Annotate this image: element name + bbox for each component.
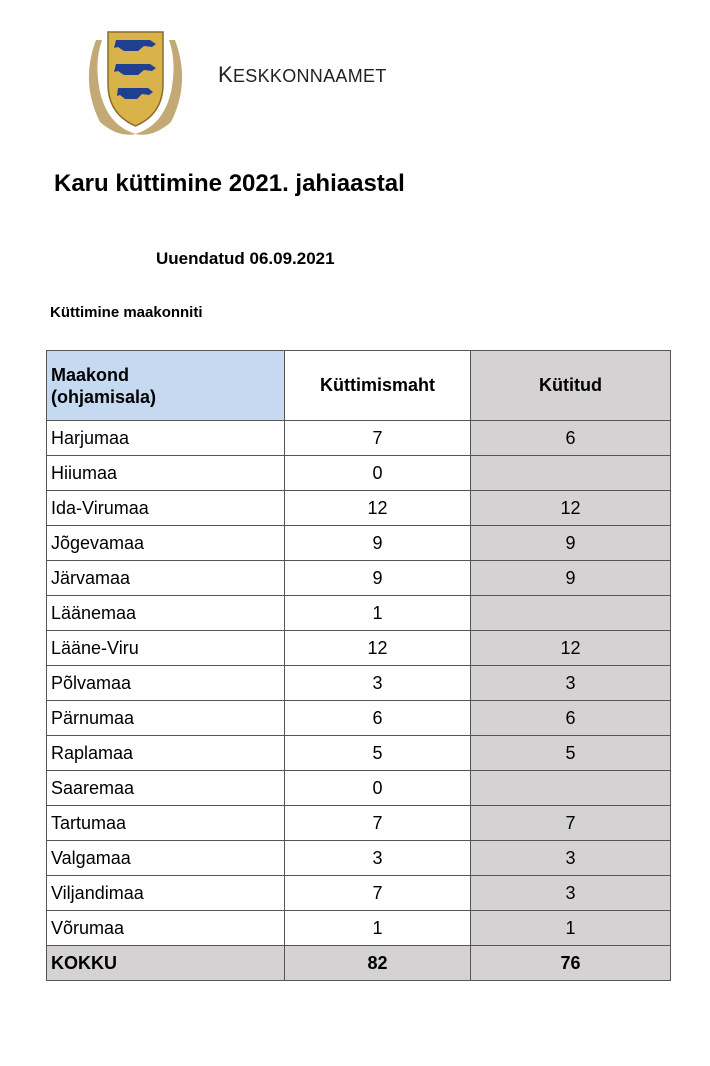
quota-cell: 0 xyxy=(285,456,471,491)
quota-cell: 5 xyxy=(285,736,471,771)
region-cell: Pärnumaa xyxy=(47,701,285,736)
hunted-cell xyxy=(471,456,671,491)
quota-cell: 7 xyxy=(285,421,471,456)
table-row xyxy=(47,526,671,561)
table-row xyxy=(47,456,671,491)
table-row xyxy=(47,421,671,456)
hunted-cell: 6 xyxy=(471,421,671,456)
region-cell: Harjumaa xyxy=(47,421,285,456)
column-header-quota: Küttimismaht xyxy=(285,351,471,421)
quota-cell: 7 xyxy=(285,876,471,911)
region-cell: Viljandimaa xyxy=(47,876,285,911)
quota-cell: 12 xyxy=(285,631,471,666)
region-cell: Läänemaa xyxy=(47,596,285,631)
agency-name-initial: K xyxy=(218,62,233,87)
region-cell: Tartumaa xyxy=(47,806,285,841)
hunted-cell xyxy=(471,596,671,631)
quota-cell: 12 xyxy=(285,491,471,526)
table-row xyxy=(47,806,671,841)
table-header-row xyxy=(47,351,671,421)
hunted-cell: 7 xyxy=(471,806,671,841)
region-cell: Raplamaa xyxy=(47,736,285,771)
region-cell: Valgamaa xyxy=(47,841,285,876)
region-cell: Hiiumaa xyxy=(47,456,285,491)
hunted-cell: 9 xyxy=(471,561,671,596)
table-row xyxy=(47,666,671,701)
region-cell: Järvamaa xyxy=(47,561,285,596)
section-title: Küttimine maakonniti xyxy=(50,304,203,321)
hunted-cell: 6 xyxy=(471,701,671,736)
table-row xyxy=(47,631,671,666)
hunted-cell: 12 xyxy=(471,491,671,526)
hunted-cell: 3 xyxy=(471,666,671,701)
hunted-cell: 5 xyxy=(471,736,671,771)
total-label-cell: KOKKU xyxy=(47,946,285,981)
table-row xyxy=(47,771,671,806)
hunted-cell: 1 xyxy=(471,911,671,946)
table-row xyxy=(47,596,671,631)
quota-cell: 1 xyxy=(285,911,471,946)
table-row xyxy=(47,701,671,736)
total-hunted-cell: 76 xyxy=(471,946,671,981)
region-cell: Võrumaa xyxy=(47,911,285,946)
quota-cell: 0 xyxy=(285,771,471,806)
region-cell: Lääne-Viru xyxy=(47,631,285,666)
region-cell: Ida-Virumaa xyxy=(47,491,285,526)
region-cell: Saaremaa xyxy=(47,771,285,806)
hunted-cell: 9 xyxy=(471,526,671,561)
quota-cell: 3 xyxy=(285,666,471,701)
table-row xyxy=(47,841,671,876)
hunted-cell: 3 xyxy=(471,841,671,876)
quota-cell: 7 xyxy=(285,806,471,841)
agency-name-rest: ESKKONNAAMET xyxy=(232,66,387,86)
quota-cell: 3 xyxy=(285,841,471,876)
quota-cell: 9 xyxy=(285,561,471,596)
total-row xyxy=(47,946,671,981)
region-cell: Jõgevamaa xyxy=(47,526,285,561)
table-row xyxy=(47,561,671,596)
hunted-cell: 3 xyxy=(471,876,671,911)
table-row xyxy=(47,736,671,771)
region-cell: Põlvamaa xyxy=(47,666,285,701)
column-header-hunted: Kütitud xyxy=(471,351,671,421)
table-row xyxy=(47,491,671,526)
quota-cell: 6 xyxy=(285,701,471,736)
agency-name xyxy=(218,62,387,88)
column-header-region: Maakond (ohjamisala) xyxy=(47,351,285,421)
table-row xyxy=(47,911,671,946)
updated-date: Uuendatud 06.09.2021 xyxy=(156,249,335,268)
table-row xyxy=(47,876,671,911)
document-title: Karu küttimine 2021. jahiaastal xyxy=(54,170,405,197)
hunted-cell xyxy=(471,771,671,806)
estonian-coat-of-arms-logo xyxy=(78,22,193,138)
hunted-cell: 12 xyxy=(471,631,671,666)
hunting-table xyxy=(46,350,671,981)
quota-cell: 1 xyxy=(285,596,471,631)
total-quota-cell: 82 xyxy=(285,946,471,981)
quota-cell: 9 xyxy=(285,526,471,561)
